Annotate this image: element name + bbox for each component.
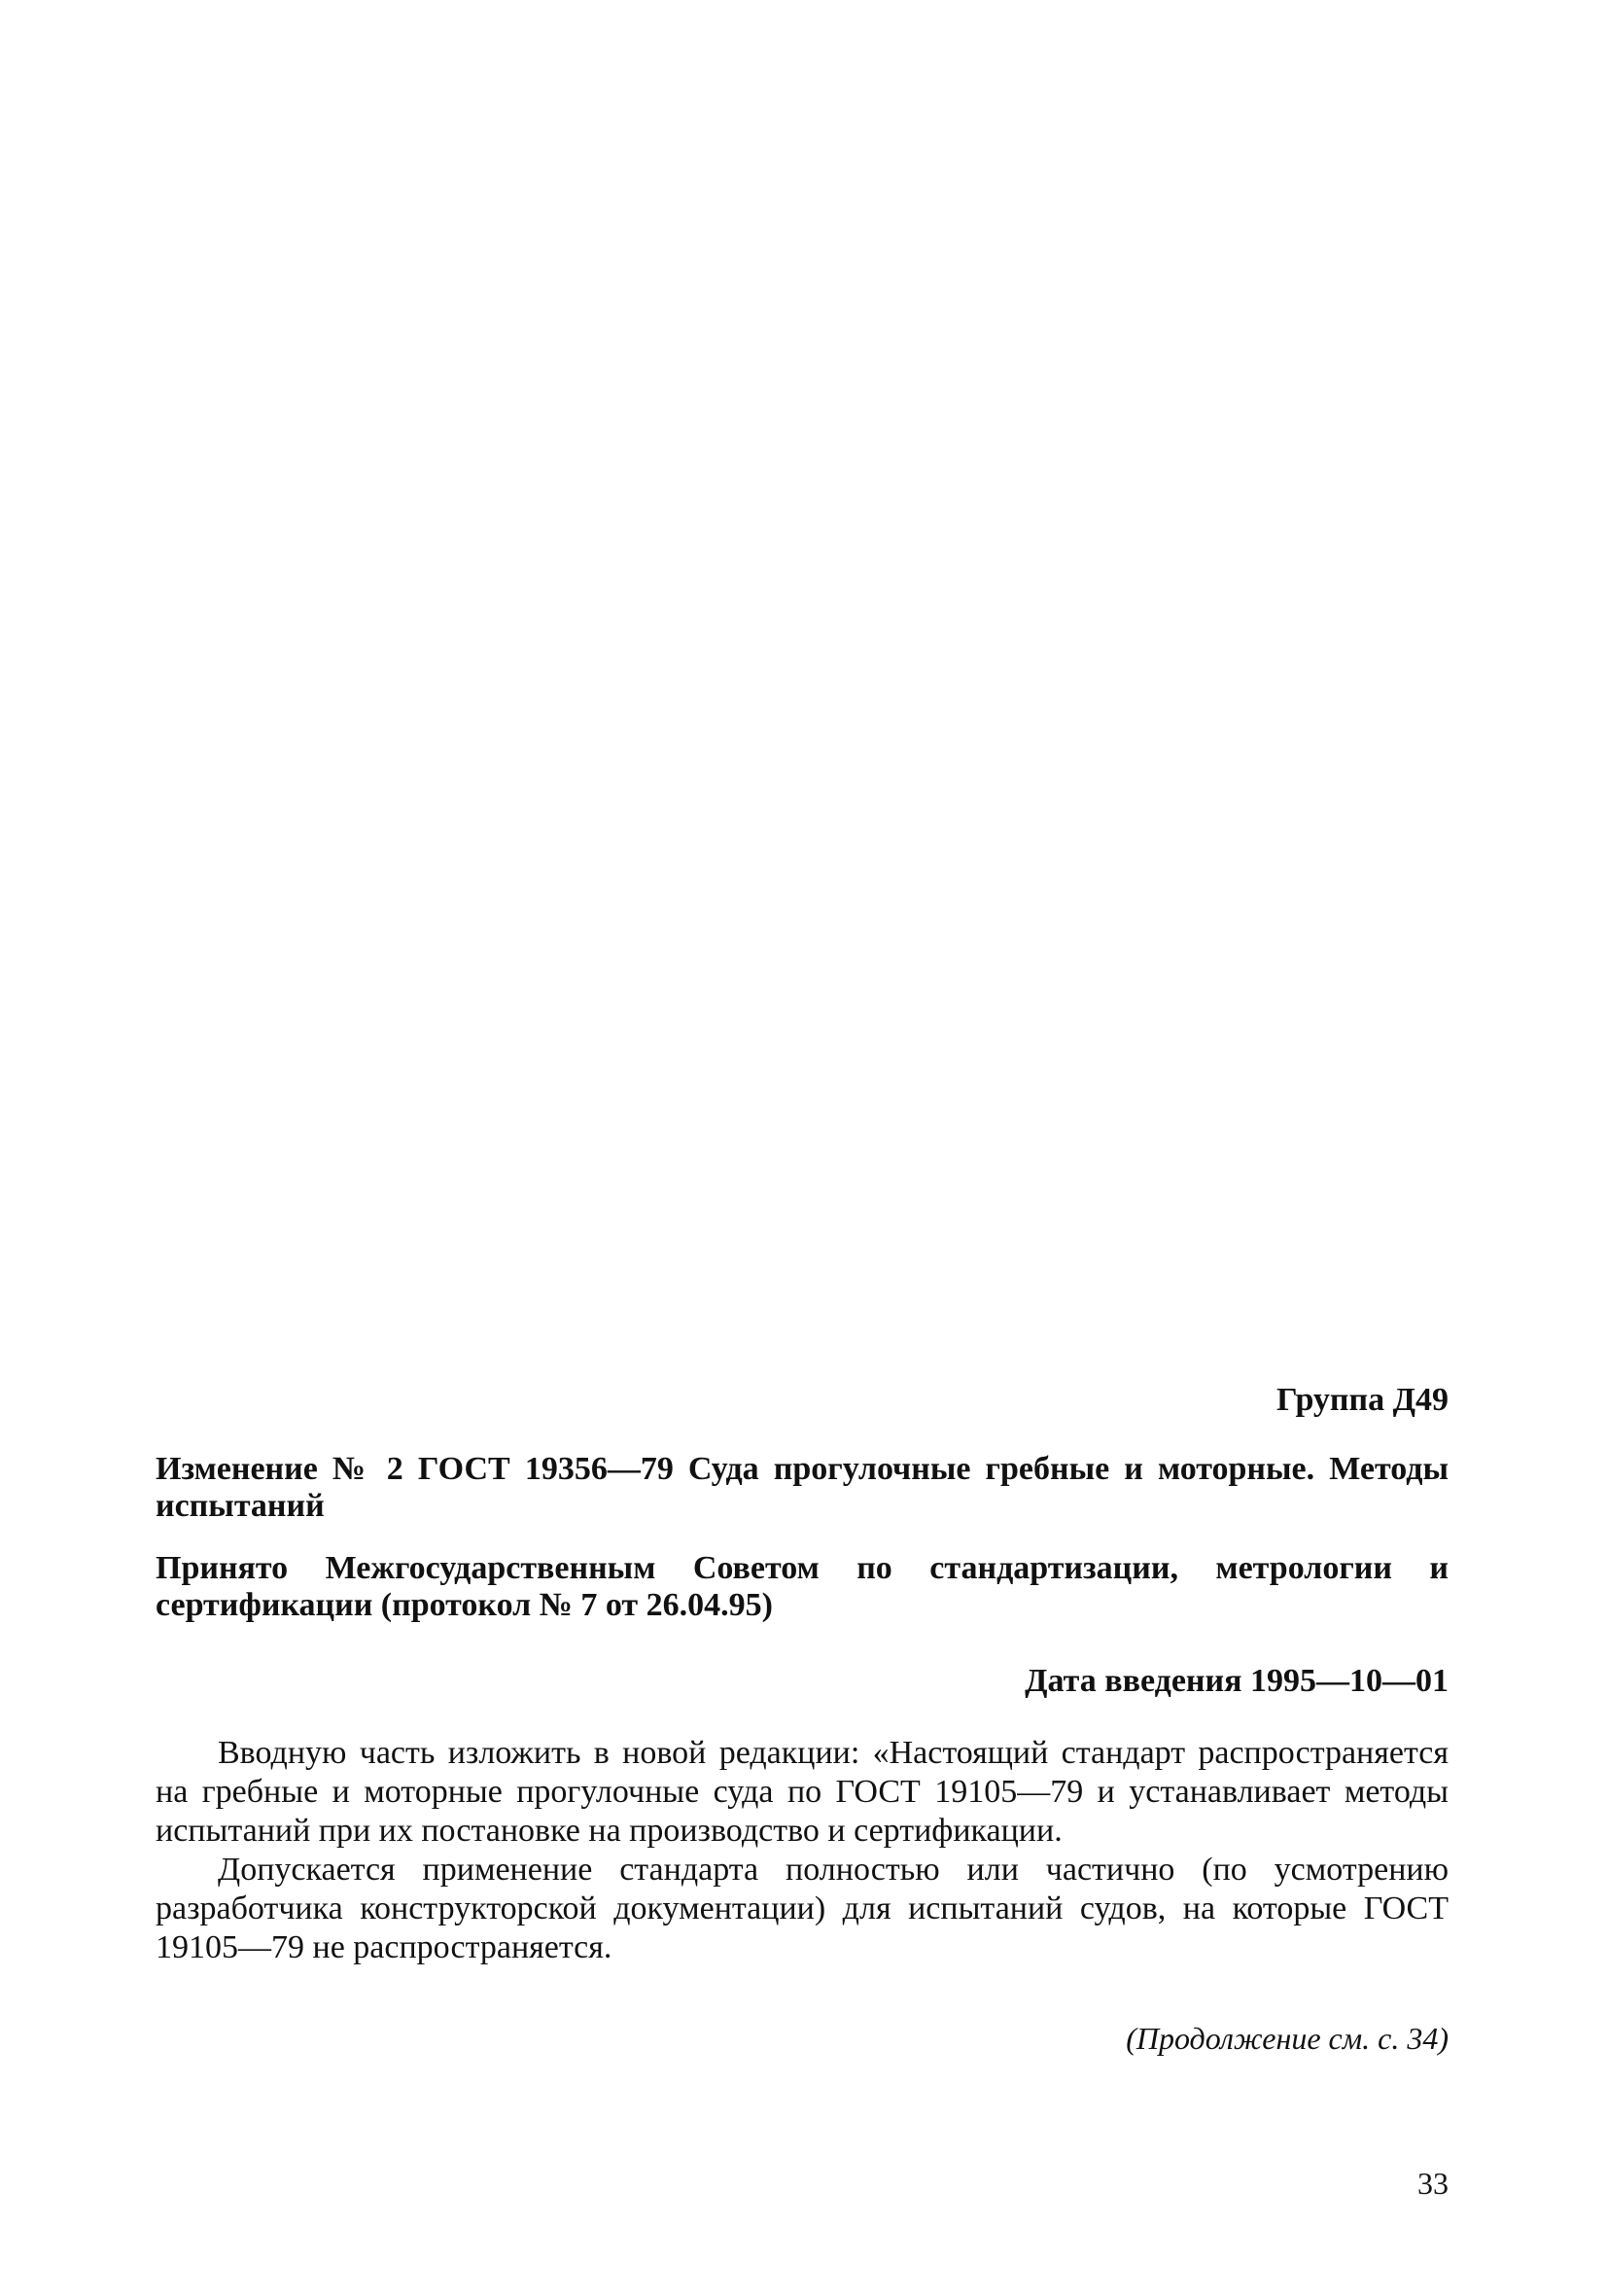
amendment-title: Изменение № 2 ГОСТ 19356—79 Суда прогулочные гребные и моторные. Методы испытаний <box>156 1451 1449 1524</box>
group-code: Группа Д49 <box>1275 1382 1449 1418</box>
body-paragraph: Вводную часть изложить в новой редакции: «Настоящий стандарт распространяется на гребные и моторные прогулочные суда по ГОСТ 19105—79 и устанавливает методы испытаний при их постановке на производство и сертификации. <box>156 1735 1449 1849</box>
continuation-note: (Продолжение см. с. 34) <box>1126 2021 1449 2056</box>
effective-date: Дата введения 1995—10—01 <box>1025 1663 1449 1699</box>
adoption-statement: Принято Межгосударственным Советом по стандартизации, метрологии и сертификации (протокол № 7 от 26.04.95) <box>156 1550 1449 1623</box>
page-number: 33 <box>1417 2166 1449 2201</box>
body-paragraph: Допускается применение стандарта полностью или частично (по усмотрению разработчика конструкторской документации) для испытаний судов, на которые ГОСТ 19105—79 не распространяется. <box>156 1852 1449 1965</box>
